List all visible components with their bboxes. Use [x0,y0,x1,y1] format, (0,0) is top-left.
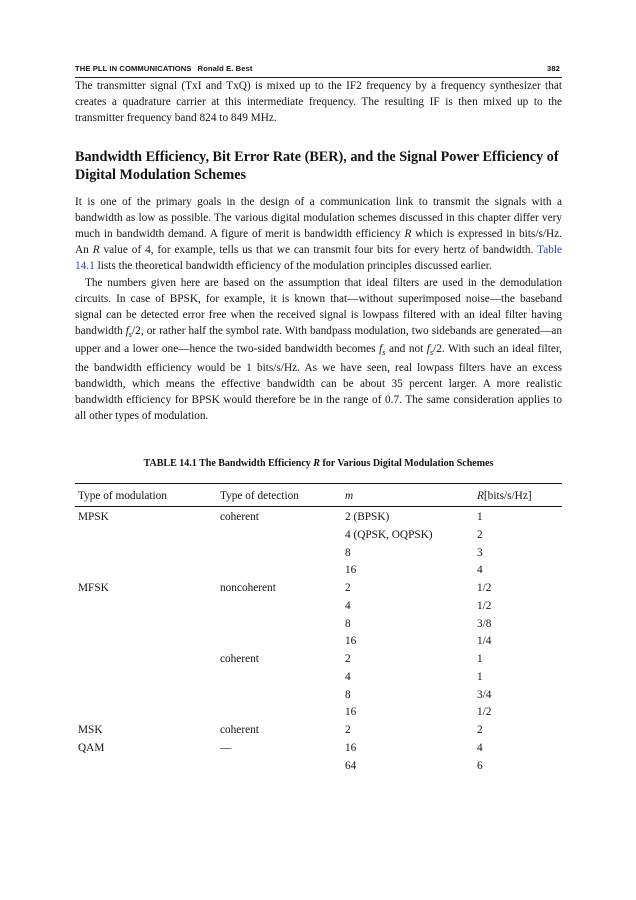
cell-r: 1 [477,653,483,665]
header-r [477,488,532,504]
header-r-symbol: R [477,490,484,502]
table-row [75,562,562,578]
header-type-of-modulation: Type of modulation [78,490,167,502]
p3-text-d: /2. With such an ideal filter, the bandwidth efficiency would be 1 bits/s/Hz. As we have seen, real lowpass filters have an excess bandwidth, which means the effective bandwidth can be about 35 percent larger. A more realistic bandwidth efficiency for BPSK would therefore be in the range of 0.7. The same consideration applies to all other types of modulation. [75,343,562,422]
header-type-of-detection: Type of detection [220,490,299,502]
table-header-row [75,488,562,504]
table-row [75,509,562,525]
cell-m: 16 [345,635,357,648]
table-row [75,527,562,543]
p3-subscript-s: s [382,348,386,358]
table-reference-link[interactable]: Table 14.1 [75,243,563,272]
running-head [75,64,562,73]
page-number: 382 [547,64,560,73]
p3-text-c: and not [385,343,427,356]
cell-modulation: MSK [78,724,103,736]
p2-text-a: It is one of the primary goals in the design of a communication link to transmit the signals with a bandwidth as low as possible. The various digital modulation schemes discussed in this chapter differ very much in bandwidth demand. A figure of merit is bandwidth efficiency [75,196,562,240]
cell-m: 2 [345,582,351,594]
caption-prefix: TABLE 14.1 The Bandwidth Efficiency [143,458,314,469]
cell-r: 1/2 [477,706,492,719]
table-row [75,580,562,596]
cell-r: 2 [477,528,483,541]
table-row [75,740,562,756]
cell-r: 1/2 [477,599,492,612]
p3-text-a: The numbers given here are based on the assumption that ideal filters are used in the demodulation circuits. In case of BPSK, for example, it is known that—without superimposed noise—the baseband signal can be detected error free when the received signal is lowpass filtered with an ideal filter having bandwidth [75,277,562,337]
caption-symbol-r: R [313,458,320,469]
cell-r: 1/2 [477,582,492,594]
cell-m: 4 (QPSK, OQPSK) [345,528,433,541]
p3-text-b: /2, or rather half the symbol rate. With bandpass modulation, two sidebands are generated—an upper and a lower one—hence the two-sided bandwidth becomes [75,324,562,356]
p3-subscript-s: s [429,348,434,358]
cell-m: 64 [345,759,357,772]
cell-r: 3/4 [477,688,492,701]
cell-m: 2 [345,653,351,665]
p2-symbol-r: R [404,227,412,240]
cell-m: 16 [345,741,357,754]
p2-text-c: value of 4, for example, tells us that we can transmit four bits for every hertz of bandwidth. [99,243,538,256]
p3-symbol-f: f [426,343,430,356]
cell-detection: coherent [220,653,259,665]
table-top-rule [75,483,562,484]
table-row [75,669,562,685]
paragraph-bandwidth-goal [75,195,562,275]
cell-m: 16 [345,706,357,719]
cell-modulation: QAM [78,741,105,754]
header-m: m [345,490,354,502]
table-row [75,651,562,667]
cell-modulation: MPSK [78,511,109,523]
table-row [75,758,562,774]
cell-modulation: MFSK [78,582,109,594]
table-row [75,722,562,738]
p2-text-b: which is expressed in bits/s/Hz. An [75,227,562,256]
cell-r: 3/8 [477,617,492,630]
table-row [75,545,562,561]
cell-detection: coherent [220,511,259,523]
cell-r: 6 [477,759,483,772]
header-r-unit: [bits/s/Hz] [483,490,532,502]
running-head-author: Ronald E. Best [197,64,253,73]
paragraph-intro: The transmitter signal (TxI and TxQ) is mixed up to the IF2 frequency by a frequency synthesizer that creates a quadrature carrier at this intermediate frequency. The resulting IF is then mixed up to the transmitter frequency band 824 to 849 MHz. [75,80,562,124]
p3-symbol-f: f [379,343,383,356]
cell-m: 2 (BPSK) [345,511,390,523]
table-caption [75,458,562,469]
cell-m: 2 [345,724,351,736]
cell-r: 1 [477,511,483,523]
paragraph-ideal-filters [75,276,562,425]
table-row [75,687,562,703]
cell-r: 1 [477,670,483,683]
running-head-title: THE PLL IN COMMUNICATIONS [75,64,192,73]
p2-text-d: lists the theoretical bandwidth efficiency of the modulation principles discussed earlier. [94,259,492,272]
cell-r: 1/4 [477,635,492,648]
cell-detection: noncoherent [220,582,276,594]
cell-m: 8 [345,688,351,701]
cell-m: 4 [345,670,351,683]
cell-m: 8 [345,617,351,630]
cell-r: 3 [477,546,483,559]
cell-m: 16 [345,564,357,577]
cell-r: 4 [477,564,483,577]
table-row [75,616,562,632]
table-row [75,704,562,720]
cell-m: 8 [345,546,351,559]
p3-symbol-f: f [125,324,129,337]
table-row [75,598,562,614]
cell-m: 4 [345,599,351,612]
cell-r: 4 [477,741,483,754]
caption-suffix: for Various Digital Modulation Schemes [319,458,494,469]
cell-r: 2 [477,724,483,736]
table-header-rule [75,506,562,507]
p3-subscript-s: s [128,329,133,339]
section-title: Bandwidth Efficiency, Bit Error Rate (BER), and the Signal Power Efficiency of Digital Modulation Schemes [75,149,559,183]
cell-detection: coherent [220,724,259,736]
table-row [75,633,562,649]
cell-detection: — [220,741,232,754]
p2-symbol-r: R [92,243,100,256]
header-rule [75,77,562,78]
